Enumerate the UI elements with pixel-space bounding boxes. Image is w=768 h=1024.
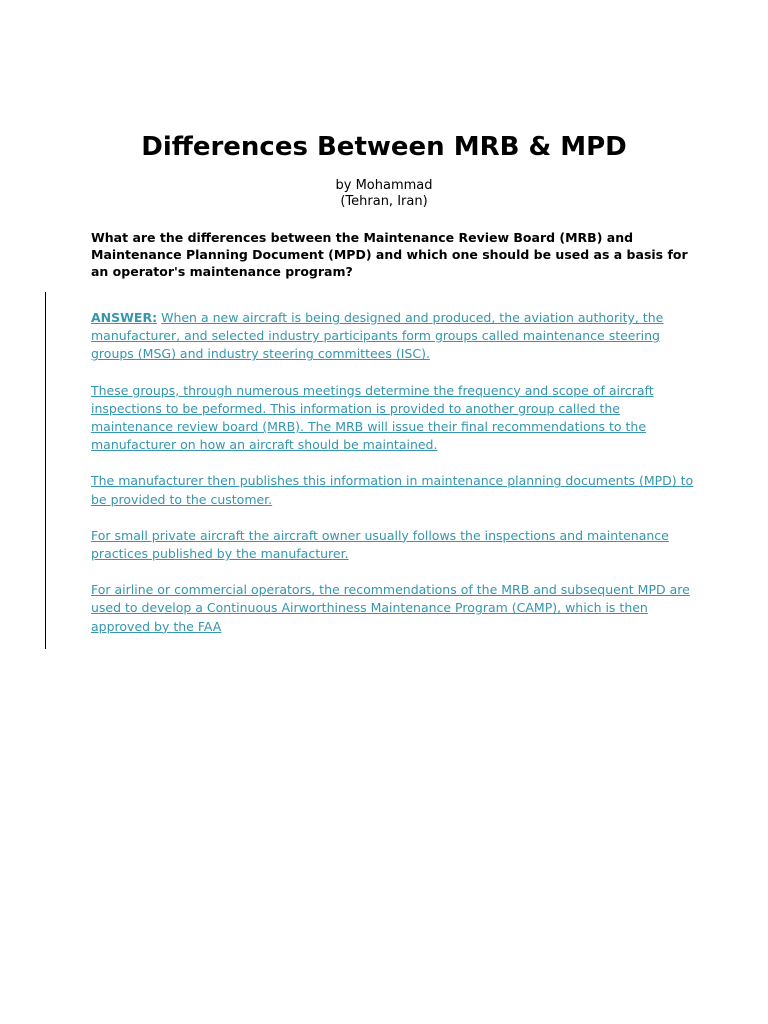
question-text: What are the differences between the Maintenance Review Board (MRB) and Maintenance Planning Document (MPD) and which one should be used as a basis for an operator's maintenance program? bbox=[91, 230, 688, 279]
answer-margin-bar bbox=[45, 292, 46, 649]
answer-link-1[interactable]: When a new aircraft is being designed and produced, the aviation authority, the manufacturer, and selected industry participants form groups called maintenance steering groups (MSG) and industry steering committees (ISC). bbox=[91, 310, 664, 362]
answer-section bbox=[91, 309, 696, 654]
answer-paragraph-1 bbox=[91, 309, 696, 364]
answer-paragraph-5 bbox=[91, 581, 696, 636]
byline-author: by Mohammad bbox=[335, 178, 433, 193]
answer-paragraph-3 bbox=[91, 472, 696, 508]
answer-paragraph-2 bbox=[91, 382, 696, 455]
byline-location: (Tehran, Iran) bbox=[340, 194, 428, 209]
byline bbox=[0, 178, 768, 210]
answer-link-4[interactable]: For small private aircraft the aircraft owner usually follows the inspections and maintenance practices published by the manufacturer. bbox=[91, 527, 669, 562]
answer-link-3[interactable]: The manufacturer then publishes this information in maintenance planning documents (MPD) to be provided to the customer. bbox=[91, 473, 694, 507]
answer-link-5[interactable]: For airline or commercial operators, the recommendations of the MRB and subsequent MPD are used to develop a Continuous Airworthiness Maintenance Program (CAMP), which is then approved by the FAA bbox=[91, 582, 690, 634]
answer-lead-label[interactable]: ANSWER: bbox=[91, 310, 158, 325]
answer-paragraph-4 bbox=[91, 527, 696, 563]
answer-link-2[interactable]: These groups, through numerous meetings determine the frequency and scope of aircraft inspections to be peformed. This information is provided to another group called the maintenance review board (MRB). The MRB will issue their final recommendations to the manufacturer on how an aircraft should be maintained. bbox=[91, 382, 654, 453]
page-title: Differences Between MRB & MPD bbox=[141, 132, 627, 162]
